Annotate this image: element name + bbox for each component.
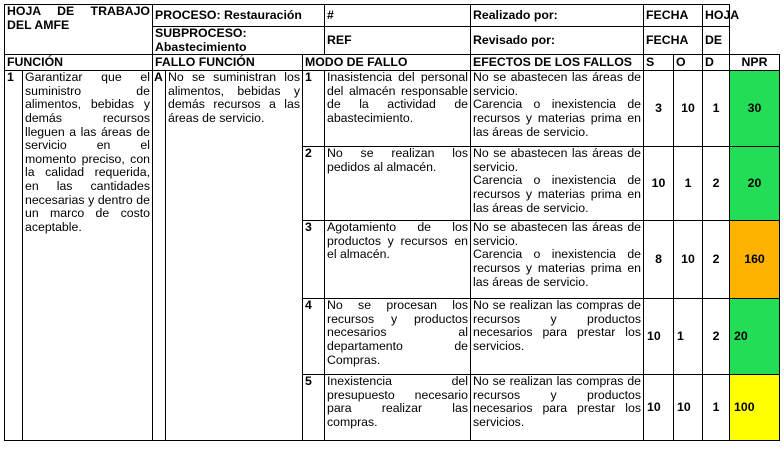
severity-value: 10 — [644, 147, 674, 221]
occurrence-value: 10 — [674, 221, 703, 299]
severity-value: 10 — [644, 375, 674, 441]
effect-text-b: Carencia o inexistencia de recursos y materias prima en las áreas de servicio. — [473, 247, 641, 289]
occurrence-value: 10 — [674, 71, 703, 147]
npr-value: 100 — [730, 375, 780, 441]
effect-text-b: Carencia o inexistencia de recursos y materias prima en las áreas de servicio. — [473, 173, 641, 215]
mode-index: 1 — [303, 71, 325, 147]
effect-text-b: Carencia o inexistencia de recursos y materias prima en las áreas de servicio. — [473, 97, 641, 139]
ref-label: REF — [325, 27, 471, 55]
col-header-modo-fallo: MODO DE FALLO — [303, 55, 471, 71]
occurrence-value: 1 — [674, 147, 703, 221]
hoja-label: HOJA — [703, 5, 730, 27]
effect-cell — [471, 221, 644, 299]
npr-value: 30 — [730, 71, 780, 147]
col-header-o: O — [674, 55, 703, 71]
mode-text: Inexistencia del presupuesto necesario para realizar las compras. — [325, 375, 471, 441]
de-label: DE — [703, 27, 730, 55]
occurrence-value: 10 — [674, 375, 703, 441]
detection-value: 1 — [703, 375, 730, 441]
mode-index: 4 — [303, 299, 325, 375]
severity-value: 8 — [644, 221, 674, 299]
effect-cell — [471, 147, 644, 221]
mode-index: 3 — [303, 221, 325, 299]
effect-cell — [471, 71, 644, 147]
mode-text: No se procesan los recursos y productos necesarios al departamento de Compras. — [325, 299, 471, 375]
detection-value: 2 — [703, 147, 730, 221]
amfe-worksheet-table — [4, 4, 780, 441]
detection-value: 2 — [703, 299, 730, 375]
realizado-label: Realizado por: — [471, 5, 644, 27]
effect-cell — [471, 375, 644, 441]
detection-value: 1 — [703, 71, 730, 147]
effect-cell — [471, 299, 644, 375]
occurrence-value: 1 — [674, 299, 703, 375]
subprocess-label: SUBPROCESO: Abastecimiento — [153, 27, 325, 55]
effect-text-a: No se realizan las compras de recursos y productos necesarios para prestar los servicios. — [473, 374, 641, 429]
mode-text: No se realizan los pedidos al almacén. — [325, 147, 471, 221]
detection-value: 2 — [703, 221, 730, 299]
fecha-label-2: FECHA — [644, 27, 703, 55]
npr-value: 20 — [730, 299, 780, 375]
col-header-efectos: EFECTOS DE LOS FALLOS — [471, 55, 644, 71]
col-header-funcion: FUNCIÓN — [5, 55, 153, 71]
mode-index: 2 — [303, 147, 325, 221]
mode-text: Agotamiento de los productos y recursos en el almacén. — [325, 221, 471, 299]
col-header-s: S — [644, 55, 674, 71]
effect-text-a: No se realizan las compras de recursos y productos necesarios para prestar los servicios. — [473, 298, 641, 353]
table-row — [5, 71, 780, 147]
worksheet-title: HOJA DE TRABAJO DEL AMFE — [5, 5, 153, 55]
severity-value: 3 — [644, 71, 674, 147]
severity-value: 10 — [644, 299, 674, 375]
npr-value: 20 — [730, 147, 780, 221]
fecha-label-1: FECHA — [644, 5, 703, 27]
col-header-fallo-funcion: FALLO FUNCIÓN — [153, 55, 303, 71]
effect-text-a: No se abastecen las áreas de servicio. — [473, 70, 641, 98]
col-header-npr: NPR — [730, 55, 780, 71]
function-text: Garantizar que el suministro de alimentos, bebidas y demás recursos lleguen a las áreas de servicio en el momento preciso, con la calidad requerida, en las cantidades necesarias y dentro de un marco de costo aceptable. — [23, 71, 153, 441]
revisado-label: Revisado por: — [471, 27, 644, 55]
process-label: PROCESO: Restauración — [153, 5, 325, 27]
effect-text-a: No se abastecen las áreas de servicio. — [473, 220, 641, 248]
mode-text: Inasistencia del personal del almacén responsable de la actividad de abastecimiento. — [325, 71, 471, 147]
number-label: # — [325, 5, 471, 27]
mode-index: 5 — [303, 375, 325, 441]
col-header-d: D — [703, 55, 730, 71]
function-index: 1 — [5, 71, 23, 441]
failure-text: No se suministran los alimentos, bebidas y demás recursos a las áreas de servicio. — [166, 71, 303, 441]
effect-text-a: No se abastecen las áreas de servicio. — [473, 146, 641, 174]
failure-index: A — [153, 71, 166, 441]
npr-value: 160 — [730, 221, 780, 299]
